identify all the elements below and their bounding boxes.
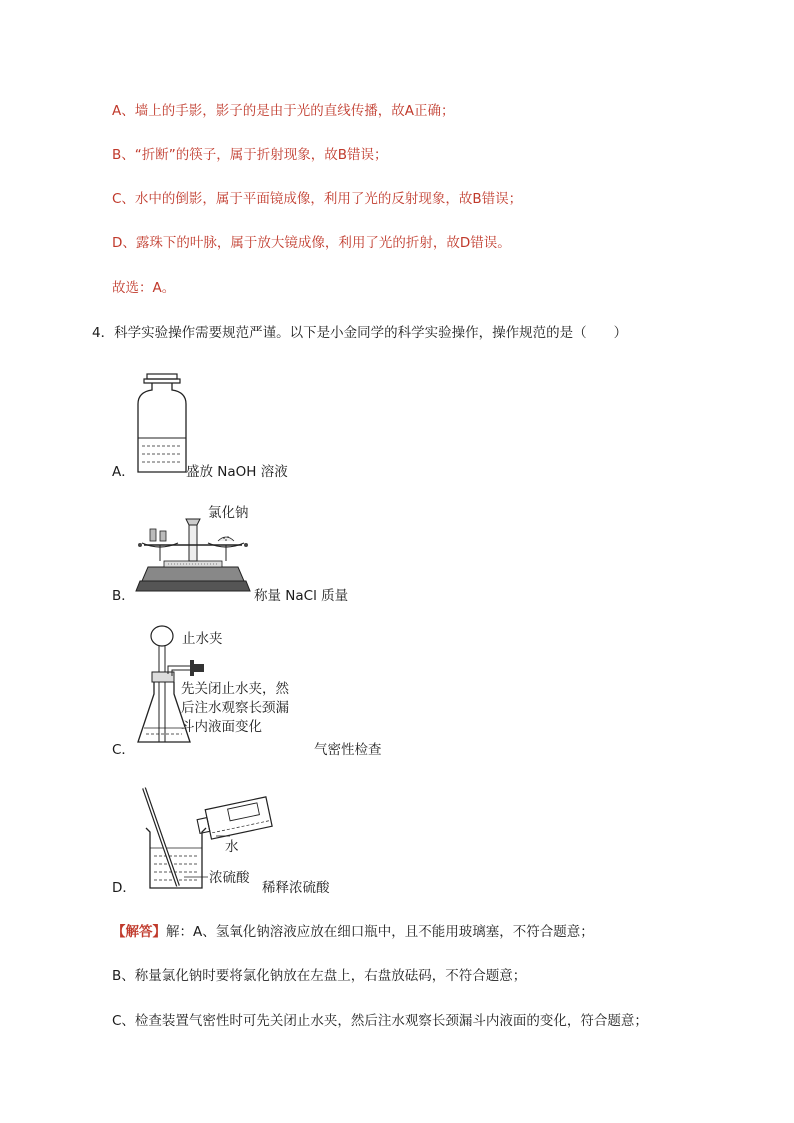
analysis-line-d: D、露珠下的叶脉，属于放大镜成像，利用了光的折射，故D错误。 <box>112 235 511 251</box>
option-c-caption: 气密性检查 <box>314 742 382 758</box>
option-d-tag-acid: 浓硫酸 <box>209 870 250 886</box>
question-text: 4．科学实验操作需要规范严谨。以下是小金同学的科学实验操作，操作规范的是（ ） <box>92 325 628 341</box>
option-b-label: B． <box>112 588 135 604</box>
option-d-tag-water: 水 <box>225 839 239 855</box>
option-a-caption: 盛放 NaOH 溶液 <box>186 464 288 480</box>
option-c-label: C． <box>112 742 135 758</box>
balance-figure <box>134 515 252 595</box>
analysis-line-a: A、墙上的手影，影子的是由于光的直线传播，故A正确； <box>112 103 455 119</box>
option-c-note-3: 斗内液面变化 <box>181 719 262 735</box>
answer-line-1 <box>112 922 594 942</box>
analysis-line-c: C、水中的倒影，属于平面镜成像，利用了光的反射现象，故B错误； <box>112 191 523 207</box>
option-c-note-2: 后注水观察长颈漏 <box>181 700 289 716</box>
answer-line-3: C、检查装置气密性时可先关闭止水夹，然后注水观察长颈漏斗内液面的变化，符合题意； <box>112 1013 648 1029</box>
option-c-note-1: 先关闭止水夹，然 <box>181 681 289 697</box>
option-d-caption: 稀释浓硫酸 <box>262 880 330 896</box>
option-b-tag: 氯化钠 <box>208 505 249 521</box>
analysis-line-b: B、“折断”的筷子，属于折射现象，故B错误； <box>112 147 388 163</box>
beaker-dilution-figure <box>134 784 274 892</box>
analysis-conclusion: 故选：A。 <box>112 280 176 296</box>
option-b-caption: 称量 NaCl 质量 <box>254 588 349 604</box>
wide-mouth-bottle-figure <box>134 372 190 476</box>
option-a-label: A． <box>112 464 135 480</box>
option-c-tag: 止水夹 <box>182 631 223 647</box>
answer-line-1-text: 解：A、氢氧化钠溶液应放在细口瓶中，且不能用玻璃塞，不符合题意； <box>166 924 594 940</box>
answer-line-2: B、称量氯化钠时要将氯化钠放在左盘上，右盘放砝码，不符合题意； <box>112 968 527 984</box>
answer-tag: 【解答】 <box>112 924 166 940</box>
option-d-label: D． <box>112 880 136 896</box>
